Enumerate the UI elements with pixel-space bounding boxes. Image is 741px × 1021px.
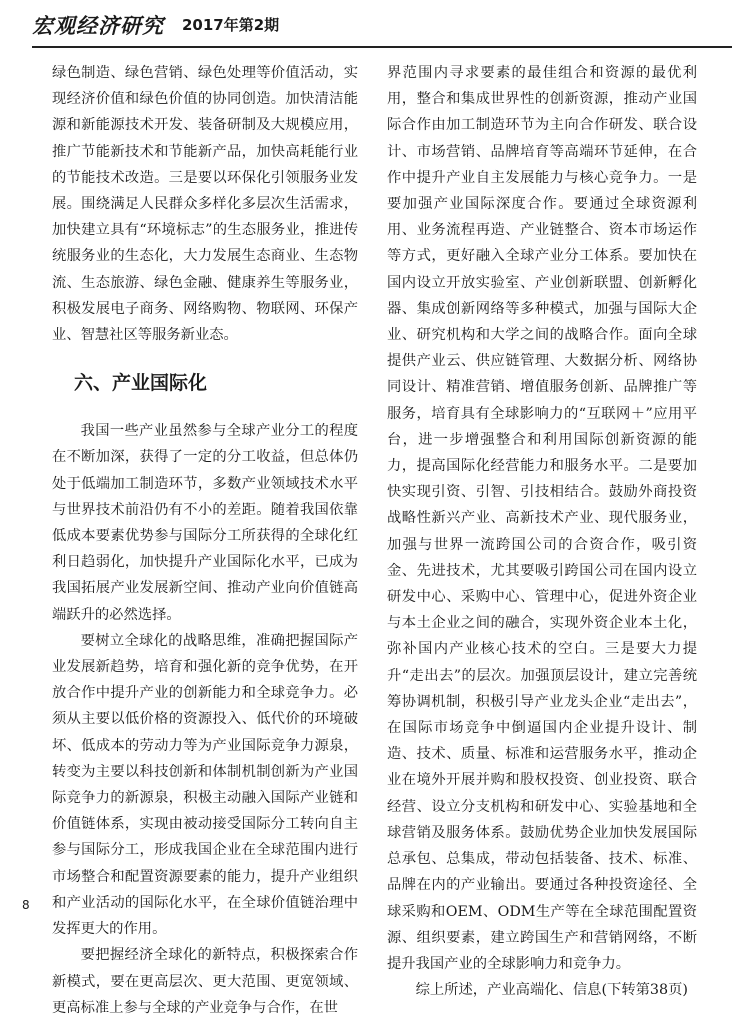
paragraph-intro: 绿色制造、绿色营销、绿色处理等价值活动，实现经济价值和绿色价值的协同创造。加快清洁能源和新能源技术开发、装备研制及大规模应用，推广节能新技术和节能新产品，加快高耗能行业的节能技术改造。三是要以环保化引领服务业发展。围绕满足人民群众多样化多层次生活需求，加快建立具有“环境标志”的生态服务业，推进传统服务业的生态化，大力发展生态商业、生态物流、生态旅游、绿色金融、健康养生等服务业，积极发展电子商务、网络购物、物联网、环保产业、智慧社区等服务新业态。 bbox=[52, 65, 358, 344]
journal-title: 宏观经济研究 bbox=[32, 13, 164, 38]
header-divider bbox=[32, 46, 732, 48]
right-column bbox=[387, 60, 697, 1003]
paragraph: 要把握经济全球化的新特点，积极探索合作新模式，要在更高层次、更大范围、更宽领域、更高标准上参与全球的产业竞争与合作，在世 bbox=[52, 947, 358, 1016]
page-header bbox=[32, 8, 732, 48]
paragraph: 要树立全球化的战略思维，准确把握国际产业发展新趋势，培育和强化新的竞争优势，在开放合作中提升产业的创新能力和全球竞争力。必须从主要以低价格的资源投入、低代价的环境破坏、低成本的劳动力等为产业国际竞争力源泉，转变为主要以科技创新和体制机制创新为产业国际竞争力的新源泉，积极主动融入国际产业链和价值链体系，实现由被动接受国际分工转向自主参与国际分工，形成我国企业在全球范围内进行市场整合和配置资源要素的能力，提升产业组织和产业活动的国际化水平，在全球价值链治理中发挥更大的作用。 bbox=[52, 632, 358, 938]
paragraph-summary: 综上所述，产业高端化、信息(下转第38页) bbox=[415, 982, 688, 999]
paragraph: 我国一些产业虽然参与全球产业分工的程度在不断加深，获得了一定的分工收益，但总体仍处于低端加工制造环节，多数产业领域技术水平与世界技术前沿仍有不小的差距。随着我国依靠低成本要素优势参与国际分工所获得的全球化红利日趋弱化，加快提升产业国际化水平，已成为我国拓展产业发展新空间、推动产业向价值链高端跃升的必然选择。 bbox=[52, 423, 358, 623]
section-heading: 六、产业国际化 bbox=[74, 372, 208, 395]
issue-label: 2017年第2期 bbox=[182, 16, 280, 34]
left-column bbox=[52, 60, 358, 1021]
page-number: 8 bbox=[22, 898, 30, 912]
paragraph-continued: 界范围内寻求要素的最佳组合和资源的最优利用，整合和集成世界性的创新资源，推动产业国际合作由加工制造环节为主向合作研发、联合设计、市场营销、品牌培育等高端环节延伸，在合作中提升产业自主发展能力与核心竞争力。一是要加强产业国际深度合作。要通过全球资源利用、业务流程再造、产业链整合、资本市场运作等方式，更好融入全球产业分工体系。要加快在国内设立开放实验室、产业创新联盟、创新孵化器、集成创新网络等多种模式，加强与国际大企业、研究机构和大学之间的战略合作。面向全球提供产业云、供应链管理、大数据分析、网络协同设计、精准营销、增值服务创新、品牌推广等服务，培育具有全球影响力的“互联网＋”应用平台，进一步增强整合和利用国际创新资源的能力，提高国际化经营能力和服务水平。二是要加快实现引资、引智、引技相结合。鼓励外商投资战略性新兴产业、高新技术产业、现代服务业，加强与世界一流跨国公司的合资合作，吸引资金、先进技术，尤其要吸引跨国公司在国内设立研发中心、采购中心、管理中心，促进外资企业与本土企业之间的融合，实现外资企业本土化，弥补国内产业核心技术的空白。三是要大力提升“走出去”的层次。加强顶层设计，建立完善统筹协调机制，积极引导产业龙头企业“走出去”，在国际市场竞争中倒逼国内企业提升设计、制造、技术、质量、标准和运营服务水平，推动企业在境外开展并购和股权投资、创业投资、联合经营、设立分支机构和研发中心、实验基地和全球营销及服务体系。鼓励优势企业加快发展国际总承包、总集成，带动包括装备、技术、标准、品牌在内的产业输出。要通过各种投资途径、全球采购和OEM、ODM生产等在全球范围配置资源、组织要素，建立跨国生产和营销网络，不断提升我国产业的全球影响力和竞争力。 bbox=[387, 65, 697, 972]
